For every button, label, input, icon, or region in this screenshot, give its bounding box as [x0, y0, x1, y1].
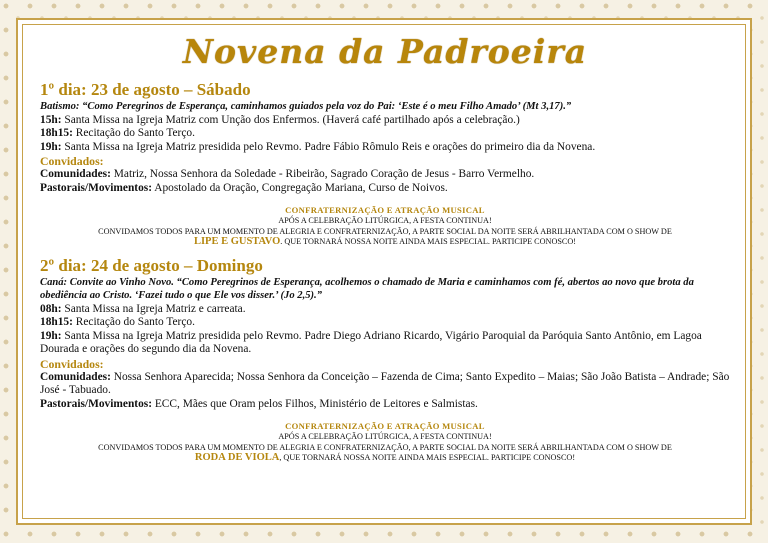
- day-1-heading: 1º dia: 23 de agosto – Sábado: [40, 80, 251, 99]
- comunidades-label: Comunidades:: [40, 168, 111, 180]
- item-time: 18h15:: [40, 127, 73, 139]
- invite-line-3: [40, 453, 730, 464]
- invite-line-3-text: . QUE TORNARÁ NOSSA NOITE AINDA MAIS ESPECIAL. PARTICIPE CONOSCO!: [280, 237, 577, 246]
- invite-heading: CONFRATERNIZAÇÃO E ATRAÇÃO MUSICAL: [285, 205, 485, 215]
- day-1-section: [40, 80, 730, 248]
- day-2-item: [40, 330, 730, 357]
- item-time: 19h:: [40, 140, 62, 153]
- day-1-quote: Batismo: “Como Peregrinos de Esperança, caminhamos guiados pela voz do Pai: ‘Este é o meu Filho Amado’ (Mt 3,17).”: [40, 101, 572, 112]
- invite-line-3-text: , QUE TORNARÁ NOSSA NOITE AINDA MAIS ESPECIAL. PARTICIPE CONOSCO!: [279, 453, 576, 462]
- day-2-invite: [40, 421, 730, 464]
- day-1-pastorais: [40, 182, 730, 196]
- day-2-section: [40, 256, 730, 464]
- day-2-pastorais: [40, 398, 730, 412]
- day-2-item: [40, 316, 730, 330]
- item-text: Santa Missa na Igreja Matriz e carreata.: [61, 302, 246, 315]
- page-title: Novena da Padroeira: [182, 32, 588, 71]
- invite-heading: CONFRATERNIZAÇÃO E ATRAÇÃO MUSICAL: [285, 421, 485, 431]
- day-2-item: [40, 303, 730, 317]
- band-name: RODA DE VIOLA: [194, 452, 280, 463]
- item-text: Santa Missa na Igreja Matriz com Unção dos Enfermos. (Haverá café partilhado após a celebração.): [61, 113, 520, 126]
- content: [40, 30, 730, 464]
- day-2-heading: 2º dia: 24 de agosto – Domingo: [40, 255, 263, 275]
- pastorais-text: Apostolado da Oração, Congregação Mariana, Curso de Noivos.: [152, 181, 448, 194]
- item-text: Santa Missa na Igreja Matriz presidida pelo Revmo. Padre Fábio Rômulo Reis e orações do primeiro dia da Novena.: [61, 140, 596, 153]
- day-1-item: [40, 141, 730, 155]
- comunidades-label: Comunidades:: [40, 370, 111, 383]
- day-2-comunidades: [40, 371, 730, 398]
- item-time: 19h:: [40, 329, 62, 342]
- invite-line-3: [40, 237, 730, 248]
- item-text: Recitação do Santo Terço.: [72, 316, 195, 328]
- band-name: LIPE E GUSTAVO: [193, 236, 281, 247]
- item-time: 18h15:: [40, 316, 73, 328]
- item-text: Santa Missa na Igreja Matriz presidida pelo Revmo. Padre Diego Adriano Ricardo, Vigário Paroquial da Paróquia Santo Antônio, em Lagoa Dourada e orações do segundo dia da Novena.: [40, 329, 702, 355]
- day-2-convidados-label: Convidados:: [40, 356, 104, 371]
- invite-line-1: APÓS A CELEBRAÇÃO LITÚRGICA, A FESTA CONTINUA!: [278, 432, 492, 441]
- invite-line-2: CONVIDAMOS TODOS PARA UM MOMENTO DE ALEGRIA E CONFRATERNIZAÇÃO, A PARTE SOCIAL DA NOITE SERÁ ABRILHANTADA COM O SHOW DE: [98, 226, 672, 236]
- pastorais-label: Pastorais/Movimentos:: [40, 397, 152, 410]
- comunidades-text: Matriz, Nossa Senhora da Soledade - Ribeirão, Sagrado Coração de Jesus - Barro Vermelho.: [110, 168, 535, 180]
- day-1-convidados-label: Convidados:: [40, 154, 104, 168]
- item-text: Recitação do Santo Terço.: [72, 127, 195, 139]
- pastorais-label: Pastorais/Movimentos:: [40, 181, 152, 194]
- item-time: 15h:: [40, 113, 62, 126]
- day-1-item: [40, 114, 730, 128]
- day-1-item: [40, 127, 730, 141]
- invite-line-1: APÓS A CELEBRAÇÃO LITÚRGICA, A FESTA CONTINUA!: [278, 216, 492, 225]
- item-time: 08h:: [40, 302, 62, 315]
- day-2-quote: Caná: Convite ao Vinho Novo. “Como Peregrinos de Esperança, acolhemos o chamado de Maria e caminhamos com fé, abertos ao novo que brota da obediência ao Cristo. ‘Fazei tudo o que Ele vos disser.’ (Jo 2,5).”: [40, 276, 694, 301]
- comunidades-text: Nossa Senhora Aparecida; Nossa Senhora da Conceição – Fazenda de Cima; Santo Expedito – Maias; São João Batista – Andrade; São José - Tabuado.: [40, 370, 730, 396]
- pastorais-text: ECC, Mães que Oram pelos Filhos, Ministério de Leitores e Salmistas.: [152, 397, 478, 410]
- day-1-comunidades: [40, 168, 730, 182]
- invite-line-2: CONVIDAMOS TODOS PARA UM MOMENTO DE ALEGRIA E CONFRATERNIZAÇÃO, A PARTE SOCIAL DA NOITE SERÁ ABRILHANTADA COM O SHOW DE: [98, 442, 672, 452]
- page-frame: [16, 18, 752, 525]
- day-1-invite: [40, 205, 730, 248]
